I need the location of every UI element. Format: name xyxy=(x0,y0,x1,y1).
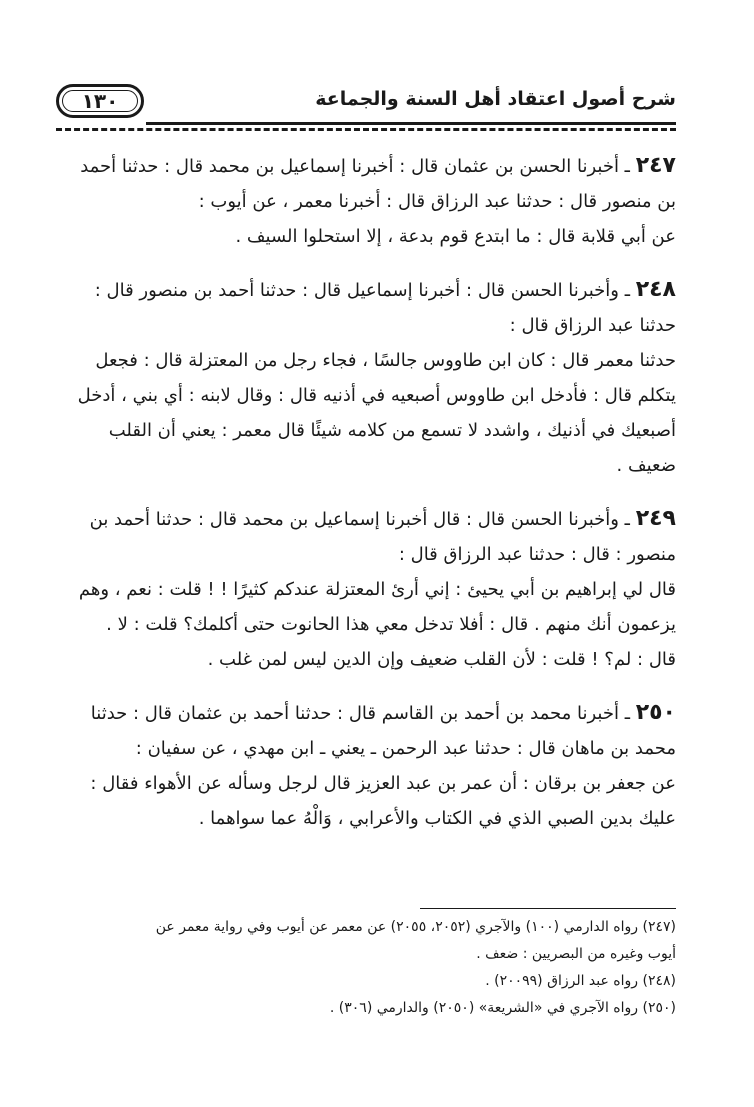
text-line: قال : لم؟ ! قلت : لأن القلب ضعيف وإن الدين ليس لمن غلب . xyxy=(207,649,676,670)
narration-249 xyxy=(56,501,676,677)
narration-number: ٢٤٧ xyxy=(635,153,676,178)
text-line: بن منصور قال : حدثنا عبد الرزاق قال : أخبرنا معمر ، عن أيوب : xyxy=(198,191,676,212)
narration-number: ٢٤٩ xyxy=(635,506,676,531)
footnote-line: (٢٥٠) رواه الآجري في «الشريعة» (٢٠٥٠) والدارمي (٣٠٦) . xyxy=(329,1000,676,1016)
text-line: يزعمون أنك منهم . قال : أفلا تدخل معي هذا الحانوت حتى أكلمك؟ قلت : لا . xyxy=(106,614,676,635)
line-text: ـ وأخبرنا الحسن قال : أخبرنا إسماعيل قال : حدثنا أحمد بن منصور قال : xyxy=(94,280,630,301)
header-divider-solid xyxy=(146,122,676,125)
text-line: عليك بدين الصبي الذي في الكتاب والأعرابي ، وَالْهُ عما سواهما . xyxy=(198,808,676,829)
text-line: ضعيف . xyxy=(616,455,676,476)
text-line xyxy=(56,501,676,537)
text-line: محمد بن ماهان قال : حدثنا عبد الرحمن ـ يعني ـ ابن مهدي ، عن سفيان : xyxy=(135,738,676,759)
text-line: حدثنا معمر قال : كان ابن طاووس جالسًا ، فجاء رجل من المعتزلة قال : فجعل xyxy=(95,350,676,371)
text-line: حدثنا عبد الرزاق قال : xyxy=(509,315,676,336)
footnote-divider xyxy=(420,908,676,909)
text-line xyxy=(56,695,676,731)
footnotes xyxy=(56,914,676,1022)
text-line: قال لي إبراهيم بن أبي يحيئ : إني أرئ المعتزلة عندكم كثيرًا ! ! قلت : نعم ، وهم xyxy=(78,579,676,600)
line-text: ـ وأخبرنا الحسن قال : قال أخبرنا إسماعيل بن محمد قال : حدثنا أحمد بن xyxy=(89,509,630,530)
line-text: ـ أخبرنا الحسن بن عثمان قال : أخبرنا إسماعيل بن محمد قال : حدثنا أحمد xyxy=(80,156,630,177)
header-divider-dashed xyxy=(56,128,676,131)
text-line: عن جعفر بن برقان : أن عمر بن عبد العزيز قال لرجل وسأله عن الأهواء فقال : xyxy=(90,773,676,794)
main-text xyxy=(56,148,676,854)
text-line: أصبعيك في أذنيك ، واشدد لا تسمع من كلامه شيئًا قال معمر : يعني أن القلب xyxy=(108,420,676,441)
narration-250 xyxy=(56,695,676,836)
header-divider xyxy=(56,122,676,133)
narration-number: ٢٤٨ xyxy=(635,277,676,302)
text-line xyxy=(56,148,676,184)
narration-248 xyxy=(56,272,676,483)
footnote-line: (٢٤٨) رواه عبد الرزاق (٢٠٠٩٩) . xyxy=(485,973,676,989)
narration-247 xyxy=(56,148,676,254)
text-line xyxy=(56,272,676,308)
page-header xyxy=(56,84,676,120)
footnote-line: (٢٤٧) رواه الدارمي (١٠٠) والآجري (٢٠٥٢، ٢٠٥٥) عن معمر عن أيوب وفي رواية معمر عن xyxy=(155,919,676,935)
narration-number: ٢٥٠ xyxy=(635,700,676,725)
text-line: منصور : قال : حدثنا عبد الرزاق قال : xyxy=(398,544,676,565)
footnote-line: أيوب وغيره من البصريين : ضعف . xyxy=(476,946,676,962)
running-title: شرح أصول اعتقاد أهل السنة والجماعة xyxy=(315,88,676,110)
page-number: ١٣٠ xyxy=(81,89,119,113)
text-line: عن أبي قلابة قال : ما ابتدع قوم بدعة ، إلا استحلوا السيف . xyxy=(235,226,676,247)
page-number-badge xyxy=(56,84,144,118)
text-line: يتكلم قال : فأدخل ابن طاووس أصبعيه في أذنيه قال : وقال لابنه : أي بني ، أدخل xyxy=(77,385,676,406)
line-text: ـ أخبرنا محمد بن أحمد بن القاسم قال : حدثنا أحمد بن عثمان قال : حدثنا xyxy=(90,703,630,724)
